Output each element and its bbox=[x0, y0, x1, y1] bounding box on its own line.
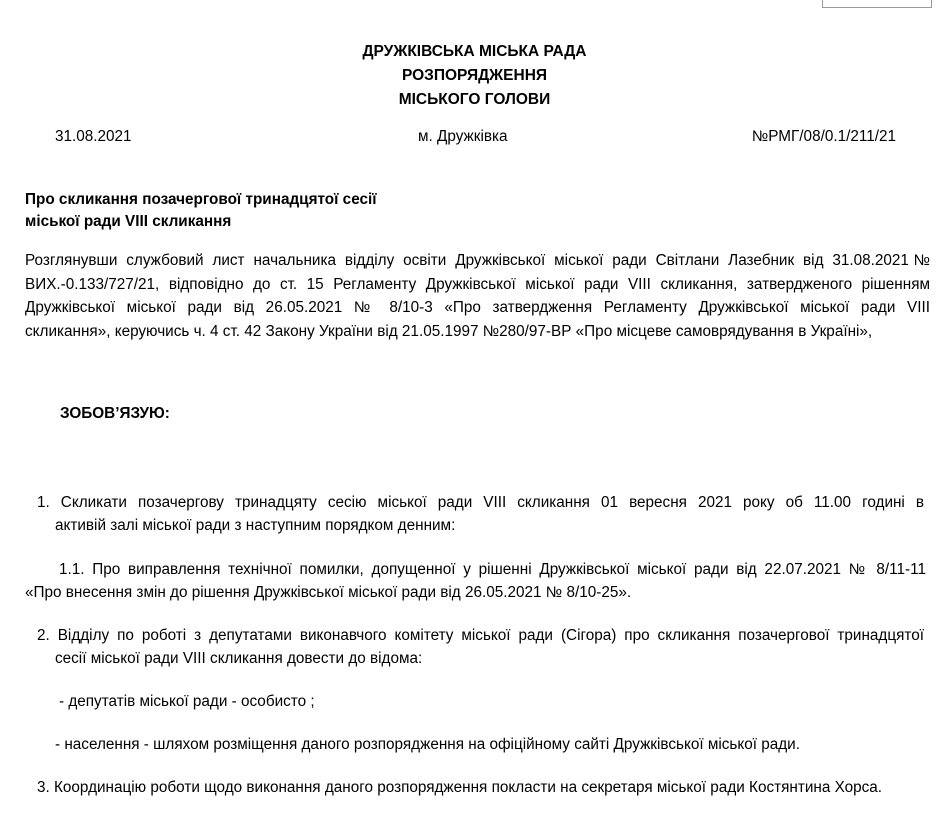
preamble-line-2: ВИХ.-0.133/727/21, відповідно до ст. 15 Регламенту Дружківської міської ради VIII скликання, затвердженого рішенням bbox=[25, 275, 930, 293]
item-1-line-1: 1. Скликати позачергову тринадцяту сесію міської ради VIII скликання 01 вересня 2021 року об 11.00 годині в bbox=[37, 494, 924, 511]
document-number: №РМГ/08/0.1/211/21 bbox=[751, 128, 896, 145]
list-item-2 bbox=[37, 624, 924, 670]
document-subject bbox=[25, 189, 377, 233]
preamble-line-3: Дружківської міської ради від 26.05.2021 № 8/10-3 «Про затвердження Регламенту Дружківської міської ради VIII bbox=[25, 299, 930, 316]
preamble bbox=[25, 249, 930, 343]
top-right-box bbox=[822, 0, 932, 8]
item-1-1-line-1: 1.1. Про виправлення технічної помилки, допущенної у рішенні Дружківської міської ради від 22.07.2021 № 8/11-11 bbox=[59, 561, 926, 578]
document-date: 31.08.2021 bbox=[55, 128, 132, 145]
preamble-line-1: Розглянувши службовий лист начальника відділу освіти Дружківської міської ради Світлани Лазебник від 31.08.2021№ bbox=[25, 252, 930, 269]
item-1-1-line-2: «Про внесення змін до рішення Дружківської міської ради від 26.05.2021 № 8/10-25». bbox=[25, 584, 632, 601]
list-item-1 bbox=[37, 491, 924, 537]
preamble-line-4: скликання», керуючись ч. 4 ст. 42 Закону України від 21.05.1997 №280/97-ВР «Про місцеве самоврядування в Україні», bbox=[25, 322, 873, 340]
document-city: м. Дружківка bbox=[418, 128, 508, 145]
subject-line-1: Про скликання позачергової тринадцятої сесії bbox=[25, 191, 377, 208]
item-1-line-2: активій залі міської ради з наступним порядком денним: bbox=[55, 517, 456, 534]
subject-line-2: міської ради VIII скликання bbox=[25, 213, 232, 230]
list-item-1-1 bbox=[25, 558, 926, 604]
issuer-title: МІСЬКОГО ГОЛОВИ bbox=[398, 91, 551, 108]
list-item-2-a: - депутатів міської ради - особисто ; bbox=[59, 693, 315, 710]
document-meta bbox=[0, 128, 949, 148]
council-name: ДРУЖКІВСЬКА МІСЬКА РАДА bbox=[362, 43, 587, 60]
item-2-line-1: 2. Відділу по роботі з депутатами виконавчого комітету міської ради (Сігора) про скликання позачергової тринадцятої bbox=[37, 627, 924, 644]
item-2-line-2: сесії міської ради VIII скликання довести до відома: bbox=[55, 650, 423, 667]
document-header bbox=[0, 40, 949, 112]
order-word: ЗОБОВ’ЯЗУЮ: bbox=[60, 405, 170, 422]
list-item-2-b: - населення - шляхом розміщення даного розпорядження на офіційному сайті Дружківської міської ради. bbox=[55, 736, 800, 753]
document-type: РОЗПОРЯДЖЕННЯ bbox=[401, 67, 548, 84]
list-item-3: 3. Координацію роботи щодо виконання даного розпорядження покласти на секретаря міської ради Костянтина Хорса. bbox=[37, 779, 883, 796]
